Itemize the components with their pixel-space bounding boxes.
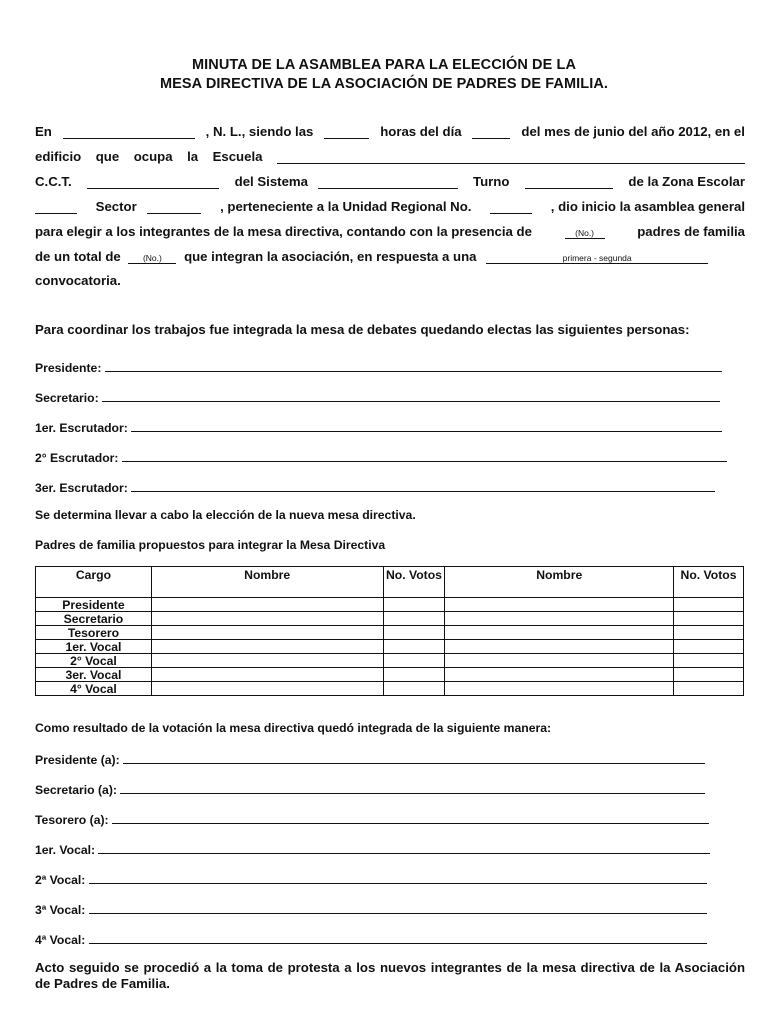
blank-total-count[interactable]: (No.) <box>128 253 176 264</box>
cell-nombre-2[interactable] <box>445 668 674 682</box>
result-field-presidente[interactable] <box>35 751 705 767</box>
cell-nombre-2[interactable] <box>445 654 674 668</box>
field-label: Presidente: <box>35 361 102 375</box>
result-field-secretario[interactable] <box>35 781 705 797</box>
row-cargo: 4° Vocal <box>36 682 152 696</box>
cell-nombre-1[interactable] <box>151 640 383 654</box>
blank-zone[interactable] <box>35 203 77 214</box>
result-field-vocal-2[interactable] <box>35 871 707 887</box>
cell-votos-1[interactable] <box>383 668 445 682</box>
intro-text: ocupa <box>133 149 173 164</box>
intro-text: horas del día <box>380 124 462 139</box>
intro-text: que <box>95 149 120 164</box>
debate-intro-text: Para coordinar los trabajos fue integrada la mesa de debates quedando electas las siguientes personas: <box>35 322 690 337</box>
debate-field-escrutador-1[interactable] <box>35 419 722 435</box>
field-label: 1er. Vocal: <box>35 843 96 857</box>
blank-shift[interactable] <box>525 178 613 189</box>
document-title-line-2: MESA DIRECTIVA DE LA ASOCIACIÓN DE PADRES DE FAMILIA. <box>159 76 609 92</box>
cell-nombre-1[interactable] <box>151 598 383 612</box>
cell-votos-1[interactable] <box>383 682 445 696</box>
cell-votos-1[interactable] <box>383 640 445 654</box>
cell-votos-2[interactable] <box>674 640 744 654</box>
intro-text: de la Zona Escolar <box>628 174 745 189</box>
cell-votos-1[interactable] <box>383 612 445 626</box>
field-label: 1er. Escrutador: <box>35 421 128 435</box>
intro-text: C.C.T. <box>35 174 72 189</box>
cell-votos-2[interactable] <box>674 612 744 626</box>
field-blank[interactable] <box>89 901 707 914</box>
field-blank[interactable] <box>102 389 720 402</box>
blank-cct[interactable] <box>87 178 219 189</box>
intro-line-7: convocatoria. <box>35 273 121 288</box>
intro-line-2 <box>35 149 745 169</box>
intro-text: de un total de <box>35 249 121 264</box>
intro-text: , dio inicio la asamblea general <box>550 199 745 214</box>
result-field-vocal-3[interactable] <box>35 901 707 917</box>
header-nombre-1: Nombre <box>151 567 383 598</box>
field-blank[interactable] <box>98 841 710 854</box>
intro-line-6 <box>35 249 745 269</box>
table-row <box>36 598 744 612</box>
intro-text: la <box>187 149 199 164</box>
intro-text: padres de familia <box>637 224 745 239</box>
intro-text: En <box>35 124 52 139</box>
row-cargo: Tesorero <box>36 626 152 640</box>
field-label: Secretario: <box>35 391 99 405</box>
field-blank[interactable] <box>105 359 722 372</box>
field-blank[interactable] <box>89 931 707 944</box>
intro-text: Escuela <box>212 149 263 164</box>
table-row <box>36 640 744 654</box>
intro-line-5 <box>35 224 745 244</box>
header-votos-1: No. Votos <box>383 567 445 598</box>
table-row <box>36 612 744 626</box>
field-blank[interactable] <box>122 449 727 462</box>
intro-text: para elegir a los integrantes de la mesa directiva, contando con la presencia de <box>35 224 532 239</box>
table-header-row <box>36 567 744 598</box>
result-text: Como resultado de la votación la mesa directiva quedó integrada de la siguiente manera: <box>35 721 552 735</box>
header-nombre-2: Nombre <box>445 567 674 598</box>
blank-hour[interactable] <box>324 128 369 139</box>
field-label: 2° Escrutador: <box>35 451 119 465</box>
cell-nombre-2[interactable] <box>445 682 674 696</box>
blank-convocation[interactable]: primera - segunda <box>486 253 708 264</box>
row-cargo: Presidente <box>36 598 152 612</box>
row-cargo: 2° Vocal <box>36 654 152 668</box>
field-blank[interactable] <box>131 479 715 492</box>
intro-line-1 <box>35 124 745 144</box>
field-blank[interactable] <box>112 811 709 824</box>
result-field-vocal-1[interactable] <box>35 841 710 857</box>
blank-city[interactable] <box>63 128 195 139</box>
field-blank[interactable] <box>89 871 707 884</box>
cell-votos-2[interactable] <box>674 654 744 668</box>
intro-text: edificio <box>35 149 82 164</box>
debate-field-secretario[interactable] <box>35 389 720 405</box>
cell-votos-1[interactable] <box>383 626 445 640</box>
cell-nombre-1[interactable] <box>151 668 383 682</box>
cell-nombre-2[interactable] <box>445 626 674 640</box>
cell-nombre-2[interactable] <box>445 598 674 612</box>
field-label: Presidente (a): <box>35 753 120 767</box>
table-row <box>36 682 744 696</box>
field-label: Tesorero (a): <box>35 813 109 827</box>
table-row <box>36 626 744 640</box>
intro-text: que integran la asociación, en respuesta a una <box>184 249 477 264</box>
row-cargo: Secretario <box>36 612 152 626</box>
cell-nombre-1[interactable] <box>151 682 383 696</box>
intro-text: Turno <box>473 174 510 189</box>
field-label: 2ª Vocal: <box>35 873 86 887</box>
cell-votos-2[interactable] <box>674 626 744 640</box>
intro-text: , N. L., siendo las <box>205 124 314 139</box>
proposed-text: Padres de familia propuestos para integrar la Mesa Directiva <box>35 538 386 552</box>
field-label: 3er. Escrutador: <box>35 481 128 495</box>
intro-text: , perteneciente a la Unidad Regional No. <box>220 199 472 214</box>
cell-nombre-1[interactable] <box>151 612 383 626</box>
cell-nombre-2[interactable] <box>445 612 674 626</box>
intro-line-3 <box>35 174 745 194</box>
field-label: 3ª Vocal: <box>35 903 86 917</box>
cell-nombre-1[interactable] <box>151 626 383 640</box>
debate-field-escrutador-3[interactable] <box>35 479 715 495</box>
election-text: Se determina llevar a cabo la elección de la nueva mesa directiva. <box>35 508 416 522</box>
blank-school[interactable] <box>277 153 745 164</box>
blank-present-count[interactable]: (No.) <box>565 228 605 239</box>
row-cargo: 3er. Vocal <box>36 668 152 682</box>
candidates-table <box>35 566 744 696</box>
cell-votos-2[interactable] <box>674 682 744 696</box>
document-title-line-1: MINUTA DE LA ASAMBLEA PARA LA ELECCIÓN DE LA <box>191 57 577 73</box>
header-cargo: Cargo <box>36 567 152 598</box>
cell-votos-1[interactable] <box>383 598 445 612</box>
intro-text: Sector <box>95 199 137 214</box>
blank-system[interactable] <box>318 178 458 189</box>
cell-votos-2[interactable] <box>674 668 744 682</box>
debate-field-escrutador-2[interactable] <box>35 449 727 465</box>
field-blank[interactable] <box>120 781 705 794</box>
table-row <box>36 654 744 668</box>
cell-nombre-2[interactable] <box>445 640 674 654</box>
field-label: 4ª Vocal: <box>35 933 86 947</box>
debate-field-presidente[interactable] <box>35 359 722 375</box>
header-votos-2: No. Votos <box>674 567 744 598</box>
field-label: Secretario (a): <box>35 783 117 797</box>
cell-nombre-1[interactable] <box>151 654 383 668</box>
cell-votos-2[interactable] <box>674 598 744 612</box>
blank-day[interactable] <box>472 128 510 139</box>
intro-text: del Sistema <box>234 174 308 189</box>
intro-text: del mes de junio del año 2012, en el <box>521 124 745 139</box>
intro-line-4 <box>35 199 745 219</box>
closing-paragraph: Acto seguido se procedió a la toma de protesta a los nuevos integrantes de la mesa directiva de la Asociación de Padres de Familia. <box>35 960 745 991</box>
blank-region[interactable] <box>490 203 532 214</box>
result-field-tesorero[interactable] <box>35 811 709 827</box>
result-field-vocal-4[interactable] <box>35 931 707 947</box>
table-row <box>36 668 744 682</box>
cell-votos-1[interactable] <box>383 654 445 668</box>
field-blank[interactable] <box>131 419 722 432</box>
blank-sector[interactable] <box>147 203 201 214</box>
field-blank[interactable] <box>123 751 705 764</box>
row-cargo: 1er. Vocal <box>36 640 152 654</box>
